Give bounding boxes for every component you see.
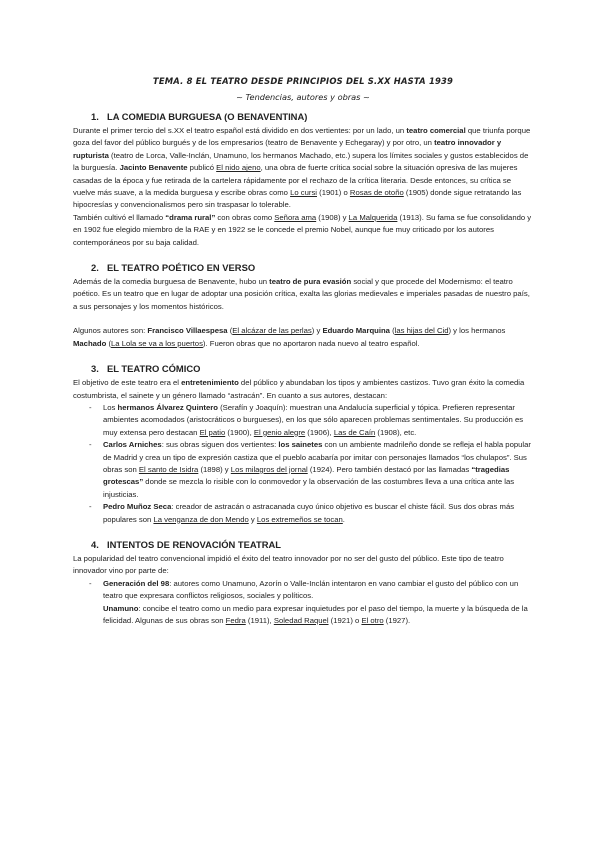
work-title: La venganza de don Mendo	[153, 514, 249, 524]
work-title: El genio alegre	[253, 427, 306, 437]
work-title: La Lola se va a los puertos	[111, 338, 203, 348]
work-title: Señora ama	[274, 212, 317, 222]
document-title: TEMA. 8 EL TEATRO DESDE PRINCIPIOS DEL S.XX HASTA 1939	[152, 76, 454, 86]
work-title: Los milagros del jornal	[230, 464, 308, 474]
work-title: El otro	[361, 616, 384, 625]
list-item-continuation: Unamuno: concibe el teatro como un medio para expresar inquietudes por el paso del tiempo, la muerte y la búsqueda de la felicidad. Algunas de sus obras son Fedra (1911), Soledad Raquel (1921) o El otro (1927).	[103, 603, 528, 625]
work-title: Fedra	[225, 616, 246, 625]
work-title: El patio	[199, 427, 226, 437]
work-title: Las de Caín	[333, 427, 376, 437]
work-title: La Malquerida	[348, 212, 398, 222]
work-title: El alcázar de las perlas	[232, 326, 312, 336]
section-heading-3: 3. EL TEATRO CÓMICO	[91, 363, 201, 375]
section-3-paragraph-1: El objetivo de este teatro era el entretenimiento del público y abundaban los tipos y ambientes castizos. Tuvo gran éxito la comedia costumbrista, el sainete y un género llamado “astracán”. En cuanto a sus autores, destacan:	[73, 378, 525, 400]
work-title: El santo de Isidra	[138, 464, 199, 474]
section-1-paragraph-1: Durante el primer tercio del s.XX el teatro español está dividido en dos vertientes: por un lado, un teatro comercial que triunfa porque goza del favor del público burgués y de los empresarios (teatro de Benavente y Echegaray) y por otro, un teatro innovador y rupturista (teatro de Lorca, Valle-Inclán, Unamuno, los hermanos Machado, etc.) supera los límites sociales y gustos establecidos de la burguesía. Jacinto Benavente publicó El nido ajeno, una obra de fuerte crítica social sobre la situación opresiva de las mujeres casadas de la época y fue retirada de la cartelera rápidamente por el rechazo de la crítica literaria. Desde entonces, su crítica se vuelve más suave, a la medida burguesa y escribe obras como Lo cursi (1901) o Rosas de otoño (1905) donde sigue retratando las hipocresías y convencionalismos pero sin traspasar lo tolerable.	[73, 126, 531, 210]
section-1-paragraph-2: También cultivó el llamado “drama rural” con obras como Señora ama (1908) y La Malquerida (1913). Su fama se fue consolidando y en 1902 fue elegido miembro de la RAE y en 1922 se le concede el premio Nobel, aunque fue muy criticado por los autores contemporáneos por su baja calidad.	[73, 212, 532, 247]
section-heading-4: 4. INTENTOS DE RENOVACIÓN TEATRAL	[91, 538, 281, 550]
work-title: Rosas de otoño	[349, 188, 404, 198]
section-2-paragraph-2: Algunos autores son: Francisco Villaespesa (El alcázar de las perlas) y Eduardo Marquina (las hijas del Cid) y los hermanos Machado (La Lola se va a los puertos). Fueron obras que no aportaron nada nuevo al teatro español.	[73, 326, 506, 348]
section-heading-2: 2. EL TEATRO POÉTICO EN VERSO	[91, 262, 256, 274]
work-title: las hijas del Cid	[394, 326, 449, 336]
list-item: - Generación del 98: autores como Unamuno, Azorín o Valle-Inclán intentaron en vano cambiar el gusto del público con un teatro que expresara conflictos religiosos, sociales y políticos.	[89, 578, 519, 601]
work-title: Los extremeños se tocan	[256, 514, 343, 524]
list-item: - Carlos Arniches: sus obras siguen dos vertientes: los sainetes con un ambiente madrileño donde se refleja el habla popular de Madrid y crea un tipo de expresión castiza que el pueblo acabaría por imitar con personajes llamados “los chulapos”. Sus obras son El santo de Isidra (1898) y Los milagros del jornal (1924). Pero también destacó por las llamadas “tragedias grotescas” donde se mezcla lo risible con lo conmovedor y la observación de las costumbres lleva a una crítica ante las injusticias.	[89, 440, 531, 499]
section-3-list	[73, 402, 533, 526]
list-item: - Los hermanos Álvarez Quintero (Serafín y Joaquín): muestran una Andalucía superficial y tópica. Prefieren representar ambientes acomodados (aristocráticos o burgueses), en los que sólo aparecen problemas sentimentales. Su producción es muy extensa pero destacan El patio (1900), El genio alegre (1906), Las de Caín (1908), etc.	[89, 402, 524, 437]
work-title: Soledad Raquel	[273, 616, 329, 625]
section-heading-1: 1. LA COMEDIA BURGUESA (O BENAVENTINA)	[91, 111, 308, 122]
section-4-paragraph-1: La popularidad del teatro convencional impidió el éxito del teatro innovador por no ser del gusto del público. Este tipo de teatro innovador vino por parte de:	[73, 553, 504, 576]
section-4-list	[73, 578, 533, 628]
work-title: El nido ajeno	[216, 163, 261, 173]
list-item: - Pedro Muñoz Seca: creador de astracán o astracanada cuyo único objetivo es buscar el chiste fácil. Sus dos obras más populares son La venganza de don Mendo y Los extremeños se tocan.	[89, 502, 515, 524]
work-title: Lo cursi	[290, 188, 317, 198]
document-page	[73, 76, 533, 627]
section-2-paragraph-1: Además de la comedia burguesa de Benavente, hubo un teatro de pura evasión social y que procede del Modernismo: el teatro poético. Es un teatro que en lugar de adoptar una posición crítica, exalta las glorias medievales e imperiales pasadas de nuestro país, a sus personajes y los momentos históricos.	[73, 277, 530, 311]
document-subtitle: ~ Tendencias, autores y obras ~	[236, 92, 370, 102]
